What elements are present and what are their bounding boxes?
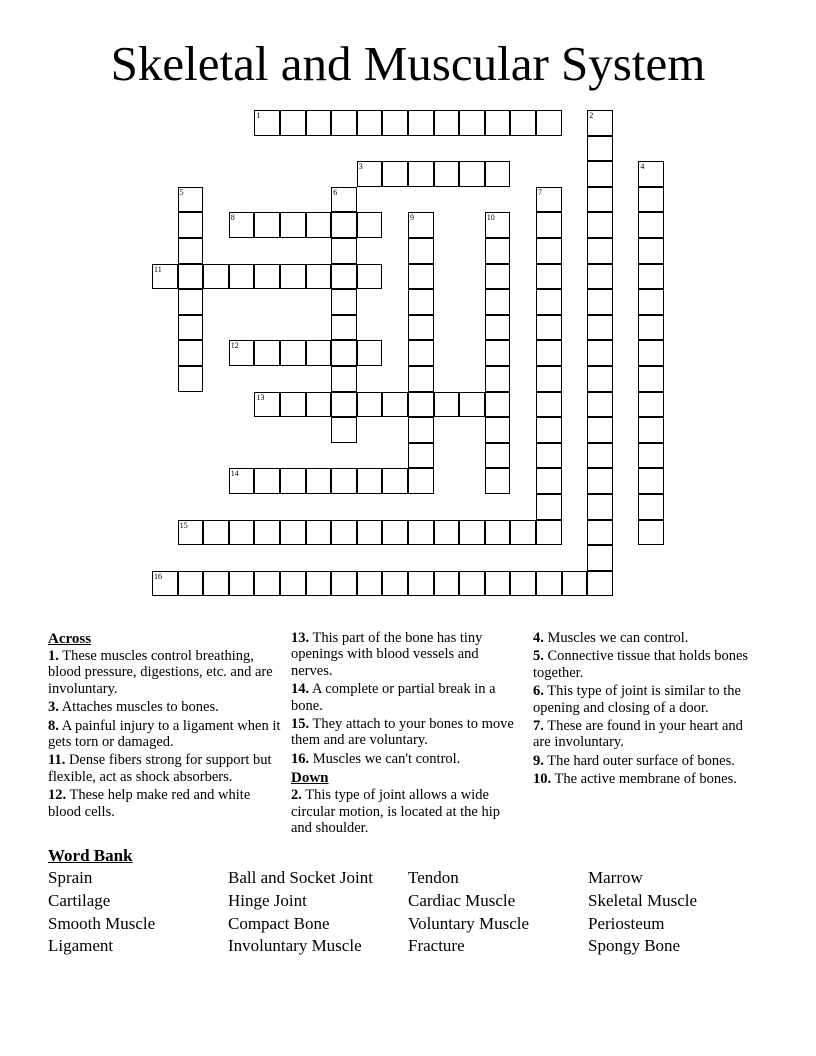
- grid-cell[interactable]: [536, 366, 562, 392]
- grid-cell[interactable]: [587, 264, 613, 290]
- clue-down-2: 2. This type of joint allows a wide circular motion, is located at the hip and shoulder.: [291, 787, 500, 837]
- word-bank-item: Cardiac Muscle: [408, 890, 516, 910]
- grid-cell[interactable]: [331, 238, 357, 264]
- grid-cell[interactable]: [485, 571, 511, 597]
- grid-cell[interactable]: [587, 392, 613, 418]
- grid-cell[interactable]: [408, 315, 434, 341]
- word-bank-item: Spongy Bone: [588, 936, 681, 956]
- grid-cell[interactable]: [638, 392, 664, 418]
- grid-cell[interactable]: [280, 392, 306, 418]
- grid-cell[interactable]: [510, 520, 536, 546]
- clue-number: 4: [640, 162, 645, 172]
- clue-number: 8: [230, 213, 235, 223]
- clue-across-12: 12. These help make red and white blood cells.: [48, 787, 251, 820]
- grid-cell[interactable]: [587, 187, 613, 213]
- grid-cell[interactable]: [587, 238, 613, 264]
- grid-cell[interactable]: [485, 468, 511, 494]
- word-bank-item: Sprain: [48, 868, 93, 887]
- clue-across-1: 1. These muscles control breathing, blood pressure, digestions, etc. and are involuntary.: [48, 648, 273, 697]
- grid-cell[interactable]: [638, 417, 664, 443]
- grid-cell[interactable]: [178, 187, 204, 213]
- grid-cell[interactable]: [408, 110, 434, 136]
- clue-number: 13: [256, 392, 265, 402]
- grid-cell[interactable]: [306, 520, 332, 546]
- grid-cell[interactable]: [357, 161, 383, 187]
- grid-cell[interactable]: [382, 392, 408, 418]
- grid-cell[interactable]: [536, 238, 562, 264]
- grid-cell[interactable]: [562, 571, 588, 597]
- grid-cell[interactable]: [536, 289, 562, 315]
- grid-cell[interactable]: [357, 392, 383, 418]
- grid-cell[interactable]: [178, 571, 204, 597]
- grid-cell[interactable]: [229, 212, 255, 238]
- grid-cell[interactable]: [587, 494, 613, 520]
- grid-cell[interactable]: [280, 340, 306, 366]
- grid-cell[interactable]: [459, 110, 485, 136]
- grid-cell[interactable]: [254, 392, 280, 418]
- clue-down-9: 9. The hard outer surface of bones.: [533, 752, 735, 769]
- grid-cell[interactable]: [408, 264, 434, 290]
- grid-cell[interactable]: [357, 264, 383, 290]
- grid-cell[interactable]: [203, 264, 229, 290]
- grid-cell[interactable]: [357, 468, 383, 494]
- grid-cell[interactable]: [408, 212, 434, 238]
- grid-cell[interactable]: [178, 340, 204, 366]
- clue-number: 9: [410, 213, 414, 223]
- grid-cell[interactable]: [331, 520, 357, 546]
- clue-across-8: 8. A painful injury to a ligament when it gets torn or damaged.: [48, 717, 281, 751]
- clue-number: 16: [154, 571, 162, 581]
- grid-cell[interactable]: [638, 289, 664, 315]
- word-bank-column-4: [588, 867, 697, 958]
- grid-cell[interactable]: [178, 366, 204, 392]
- grid-cell[interactable]: [408, 340, 434, 366]
- grid-cell[interactable]: [536, 340, 562, 366]
- grid-cell[interactable]: [280, 264, 306, 290]
- grid-cell[interactable]: [331, 187, 357, 213]
- grid-cell[interactable]: [229, 264, 255, 290]
- word-bank-item: Tendon: [408, 868, 459, 887]
- grid-cell[interactable]: [434, 571, 460, 597]
- grid-cell[interactable]: [510, 571, 536, 597]
- word-bank-item: Ligament: [48, 936, 114, 956]
- grid-cell[interactable]: [459, 392, 485, 418]
- clue-across-3: 3. Attaches muscles to bones.: [48, 699, 219, 716]
- clue-number: 10: [486, 213, 495, 223]
- grid-cell[interactable]: [306, 340, 332, 366]
- word-bank-item: Fracture: [408, 936, 465, 956]
- grid-cell[interactable]: [152, 264, 178, 290]
- clue-across-13: 13. This part of the bone has tiny openings with blood vessels and nerves.: [291, 630, 483, 679]
- word-bank-item: Marrow: [588, 868, 643, 887]
- grid-cell[interactable]: [357, 110, 383, 136]
- clue-number: 15: [179, 520, 188, 530]
- word-bank-item: Ball and Socket Joint: [228, 868, 373, 887]
- word-bank-item: Involuntary Muscle: [228, 936, 362, 956]
- clue-down-4: 4. Muscles we can control.: [533, 630, 689, 646]
- grid-cell[interactable]: [536, 520, 562, 546]
- grid-cell[interactable]: [587, 417, 613, 443]
- grid-cell[interactable]: [331, 417, 357, 443]
- grid-cell[interactable]: [229, 520, 255, 546]
- grid-cell[interactable]: [638, 366, 664, 392]
- clue-down-10: 10. The active membrane of bones.: [533, 771, 737, 788]
- grid-cell[interactable]: [587, 545, 613, 571]
- grid-cell[interactable]: [178, 264, 204, 290]
- grid-cell[interactable]: [408, 161, 434, 187]
- grid-cell[interactable]: [536, 494, 562, 520]
- grid-cell[interactable]: [485, 212, 511, 238]
- down-heading: Down: [291, 770, 329, 787]
- grid-cell[interactable]: [638, 187, 664, 213]
- grid-cell[interactable]: [536, 212, 562, 238]
- grid-cell[interactable]: [459, 161, 485, 187]
- grid-cell[interactable]: [152, 571, 178, 597]
- grid-cell[interactable]: [382, 161, 408, 187]
- grid-cell[interactable]: [638, 520, 664, 546]
- grid-cell[interactable]: [638, 340, 664, 366]
- grid-cell[interactable]: [536, 264, 562, 290]
- clues-column-2: [291, 630, 521, 838]
- word-bank-item: Voluntary Muscle: [408, 913, 530, 933]
- grid-cell[interactable]: [382, 520, 408, 546]
- grid-cell[interactable]: [203, 571, 229, 597]
- grid-cell[interactable]: [408, 520, 434, 546]
- grid-cell[interactable]: [280, 571, 306, 597]
- word-bank-item: Cartilage: [48, 890, 111, 910]
- grid-cell[interactable]: [485, 161, 511, 187]
- word-bank-item: Smooth Muscle: [48, 913, 156, 933]
- grid-cell[interactable]: [254, 110, 280, 136]
- word-bank-item: Skeletal Muscle: [588, 890, 698, 910]
- grid-cell[interactable]: [331, 110, 357, 136]
- grid-cell[interactable]: [306, 571, 332, 597]
- grid-cell[interactable]: [306, 110, 332, 136]
- word-bank-item: Compact Bone: [228, 913, 330, 933]
- grid-cell[interactable]: [485, 392, 511, 418]
- grid-cell[interactable]: [587, 443, 613, 469]
- grid-cell[interactable]: [280, 520, 306, 546]
- page-title: Skeletal and Muscular System: [110, 36, 706, 91]
- grid-cell[interactable]: [306, 468, 332, 494]
- grid-cell[interactable]: [254, 468, 280, 494]
- grid-cell[interactable]: [536, 417, 562, 443]
- grid-cell[interactable]: [485, 443, 511, 469]
- grid-cell[interactable]: [638, 494, 664, 520]
- word-bank-item: Periosteum: [588, 913, 665, 933]
- grid-cell[interactable]: [408, 571, 434, 597]
- clues-column-3: [533, 630, 763, 790]
- grid-cell[interactable]: [306, 212, 332, 238]
- grid-cell[interactable]: [536, 187, 562, 213]
- grid-cell[interactable]: [536, 392, 562, 418]
- grid-cell[interactable]: [485, 110, 511, 136]
- grid-cell[interactable]: [434, 110, 460, 136]
- grid-cell[interactable]: [382, 468, 408, 494]
- grid-cell[interactable]: [254, 520, 280, 546]
- clue-number: 2: [589, 111, 594, 120]
- grid-cell[interactable]: [587, 289, 613, 315]
- grid-cell[interactable]: [203, 520, 229, 546]
- grid-cell[interactable]: [331, 392, 357, 418]
- clue-number: 6: [333, 187, 338, 197]
- grid-cell[interactable]: [638, 315, 664, 341]
- grid-cell[interactable]: [587, 340, 613, 366]
- grid-cell[interactable]: [280, 110, 306, 136]
- grid-cell[interactable]: [178, 212, 204, 238]
- clue-number: 5: [179, 187, 184, 197]
- grid-cell[interactable]: [382, 571, 408, 597]
- grid-cell[interactable]: [434, 392, 460, 418]
- clue-across-16: 16. Muscles we can't control.: [291, 750, 461, 767]
- grid-cell[interactable]: [536, 571, 562, 597]
- clue-number: 1: [256, 111, 261, 120]
- grid-cell[interactable]: [306, 392, 332, 418]
- grid-cell[interactable]: [357, 571, 383, 597]
- word-bank-title: Word Bank: [48, 846, 133, 865]
- grid-cell[interactable]: [357, 212, 383, 238]
- grid-cell[interactable]: [459, 520, 485, 546]
- clues-column-1: [48, 630, 283, 822]
- grid-cell[interactable]: [254, 340, 280, 366]
- clue-down-6: 6. This type of joint is similar to the opening and closing of a door.: [533, 683, 741, 716]
- grid-cell[interactable]: [485, 264, 511, 290]
- clue-number: 3: [358, 162, 363, 172]
- grid-cell[interactable]: [536, 110, 562, 136]
- grid-cell[interactable]: [638, 264, 664, 290]
- grid-cell[interactable]: [587, 520, 613, 546]
- grid-cell[interactable]: [229, 468, 255, 494]
- grid-cell[interactable]: [408, 443, 434, 469]
- grid-cell[interactable]: [510, 110, 536, 136]
- grid-cell[interactable]: [638, 238, 664, 264]
- grid-cell[interactable]: [485, 366, 511, 392]
- word-bank-item: Hinge Joint: [228, 890, 307, 910]
- clue-down-5: 5. Connective tissue that holds bones together.: [533, 648, 749, 681]
- clue-down-7: 7. These are found in your heart and are involuntary.: [533, 718, 743, 751]
- grid-cell[interactable]: [178, 238, 204, 264]
- grid-cell[interactable]: [536, 315, 562, 341]
- grid-cell[interactable]: [331, 366, 357, 392]
- grid-cell[interactable]: [254, 264, 280, 290]
- grid-cell[interactable]: [331, 315, 357, 341]
- clue-across-15: 15. They attach to your bones to move them and are voluntary.: [291, 716, 514, 749]
- grid-cell[interactable]: [331, 212, 357, 238]
- grid-cell[interactable]: [280, 468, 306, 494]
- grid-cell[interactable]: [357, 340, 383, 366]
- grid-cell[interactable]: [587, 468, 613, 494]
- grid-cell[interactable]: [331, 264, 357, 290]
- clue-number: 7: [538, 187, 542, 197]
- grid-cell[interactable]: [229, 571, 255, 597]
- grid-cell[interactable]: [587, 315, 613, 341]
- grid-cell[interactable]: [434, 520, 460, 546]
- grid-cell[interactable]: [408, 468, 434, 494]
- grid-cell[interactable]: [536, 468, 562, 494]
- grid-cell[interactable]: [331, 340, 357, 366]
- grid-cell[interactable]: [638, 468, 664, 494]
- grid-cell[interactable]: [587, 161, 613, 187]
- grid-cell[interactable]: [178, 315, 204, 341]
- grid-cell[interactable]: [331, 468, 357, 494]
- grid-cell[interactable]: [638, 161, 664, 187]
- clue-number: 14: [230, 469, 239, 479]
- grid-cell[interactable]: [485, 289, 511, 315]
- clue-across-14: 14. A complete or partial break in a bone.: [291, 681, 496, 714]
- grid-cell[interactable]: [331, 289, 357, 315]
- word-bank-column-3: [408, 867, 529, 958]
- across-heading: Across: [48, 631, 92, 647]
- grid-cell[interactable]: [587, 110, 613, 136]
- grid-cell[interactable]: [485, 315, 511, 341]
- grid-cell[interactable]: [306, 264, 332, 290]
- grid-cell[interactable]: [485, 340, 511, 366]
- grid-cell[interactable]: [587, 366, 613, 392]
- grid-cell[interactable]: [459, 571, 485, 597]
- clue-number: 12: [230, 341, 239, 351]
- grid-cell[interactable]: [638, 212, 664, 238]
- grid-cell[interactable]: [331, 571, 357, 597]
- grid-cell[interactable]: [408, 417, 434, 443]
- grid-cell[interactable]: [178, 289, 204, 315]
- grid-cell[interactable]: [434, 161, 460, 187]
- word-bank-column-1: [48, 867, 155, 958]
- grid-cell[interactable]: [485, 417, 511, 443]
- grid-cell[interactable]: [408, 289, 434, 315]
- grid-cell[interactable]: [382, 110, 408, 136]
- grid-cell[interactable]: [357, 520, 383, 546]
- clue-number: 11: [154, 264, 162, 274]
- clue-across-11: 11. Dense fibers strong for support but flexible, act as shock absorbers.: [48, 752, 272, 785]
- grid-cell[interactable]: [408, 366, 434, 392]
- grid-cell[interactable]: [587, 212, 613, 238]
- grid-cell[interactable]: [408, 238, 434, 264]
- grid-cell[interactable]: [485, 238, 511, 264]
- grid-cell[interactable]: [536, 443, 562, 469]
- grid-cell[interactable]: [485, 520, 511, 546]
- grid-cell[interactable]: [587, 136, 613, 162]
- grid-cell[interactable]: [254, 571, 280, 597]
- grid-cell[interactable]: [229, 340, 255, 366]
- grid-cell[interactable]: [178, 520, 204, 546]
- grid-cell[interactable]: [638, 443, 664, 469]
- word-bank-column-2: [228, 867, 373, 958]
- grid-cell[interactable]: [280, 212, 306, 238]
- grid-cell[interactable]: [254, 212, 280, 238]
- grid-cell[interactable]: [587, 571, 613, 597]
- grid-cell[interactable]: [408, 392, 434, 418]
